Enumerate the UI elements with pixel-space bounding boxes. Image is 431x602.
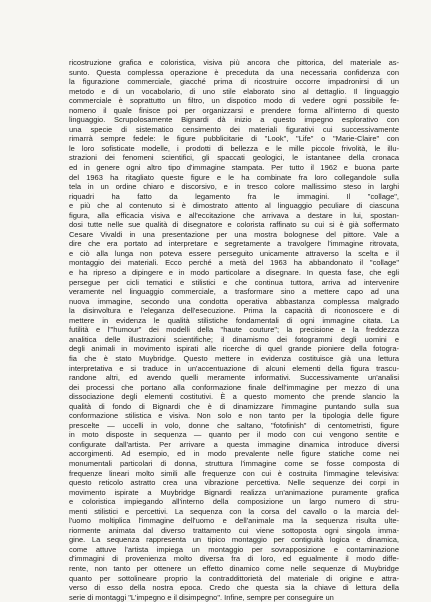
text-line: serie di montaggi "L'impegno e il disimpegno". Infine, sempre per conseguire un [69, 592, 334, 602]
text-line: veramente nel linguaggio commerciale, a trasformare sino a mettere capo ad una [69, 287, 399, 297]
text-line: e coloristica impiegando all'interno della composizione un largo numero di stru- [69, 497, 399, 507]
text-line: quanto per sottolineare proprio la contraddittorietà del materiale di origine e attra- [69, 573, 399, 583]
text-line: del 1963 ha ritagliato queste figure e le ha combinate fra loro collegandole sulla [69, 172, 399, 182]
text-line: randone altri, ed avendo quelli meramente informativi. Successivamente un'analisi [69, 373, 399, 383]
text-line: riquadri ha fatto da legamento fra le immagini. Il "collage", [69, 191, 399, 201]
text-line: Cesare Vivaldi in una presentazione per una mostra bolognese del pittore. Vale a [69, 229, 399, 239]
text-line: tela in un ordine chiaro e discorsivo, e in tresco colore mallissimo steso in larghi [69, 182, 399, 192]
text-line: dire che era portato ad interpretare e segretamente a travolgere l'immagine ritrovata, [69, 239, 399, 249]
text-line: frequenze lineari molto simili alle frequenze con cui è costruita l'immagine televisiva: [69, 468, 399, 478]
text-line: una specie di sistematico censimento dei materiali figurativi cui successivamente [69, 124, 399, 134]
text-line: la disinvoltura e l'eleganza dell'esecuzione. Prima la capacità di riconoscere e di [69, 306, 399, 316]
text-line: e ha ripreso a dipingere e in modo particolare a disegnare. In questa fase, che egli [69, 268, 399, 278]
text-line: movimento ispirate a Muybridge Bignardi realizza un'animazione puramente grafica [69, 487, 399, 497]
text-line: prescelte — uccelli in volo, donne che saltano, "fotofinish" di centometristi, figure [69, 420, 399, 430]
text-line: futilità e l'"humour" dei modelli della "haute couture"; la precisione e la freddezza [69, 325, 399, 335]
text-line: strazioni dei fenomeni scientifici, gli spaccati geologici, le istantanee della cronaca [69, 153, 399, 163]
text-line: qualità di fondo di Bignardi che è di dinamizzare l'immagine puntando sulla sua [69, 401, 399, 411]
text-line: e più che al contenuto si è dimostrato attento al linguaggio peculiare di ciascuna [69, 201, 399, 211]
text-line: in moto disposte in sequenza — quanto per il modo con cui vengono sentite e [69, 430, 399, 440]
text-line: nuova immagine, secondo una condotta operativa abbastanza complessa malgrado [69, 296, 399, 306]
text-line: menti stilistici e percettivi. La sequenza con la corsa del cavallo o la marcia del- [69, 506, 399, 516]
text-line: riormente animata dal diverso trattamento cui viene sottoposta ogni singola imma- [69, 525, 399, 535]
text-line: monumentali particolari di donna, struttura l'immagine come se fosse composta di [69, 458, 399, 468]
text-line: fia che è stato Muybridge. Questo mettere in evidenza costituisce già una lettura [69, 353, 399, 363]
text-line: ricostruzione grafica e coloristica, visiva più ancora che pittorica, del materiale as- [69, 58, 399, 67]
text-line: d'immagini di provenienza molto diversa fra di loro, ed egualmente il modo diffe- [69, 554, 399, 564]
text-line: conformazione stilistica e visiva. Non solo e non tanto per la tipologia delle figure [69, 411, 399, 421]
text-line: la figurazione commerciale, giacché prima di ricostruire occorre impadronirsi di un [69, 77, 399, 87]
body-text [69, 58, 399, 602]
text-line: questo reticolo astratto crea una vibrazione percettiva. Nelle sequenze dei corpi in [69, 478, 399, 488]
text-line: dei processi che portano alla conformazione finale dell'immagine per mezzo di una [69, 382, 399, 392]
text-line: verso di esso della nostra epoca. Credo che questa sia la chiave di lettura della [69, 583, 399, 593]
text-line: dissociazione degli elementi costitutivi. È a questo momento che prende slancio la [69, 392, 399, 402]
text-line: metodo e di un vocabolario, di uno stile elaborato sino al dettaglio. Il linguaggio [69, 86, 399, 96]
text-line: nomeno il quale finisce poi per organizzarsi e prendere forma all'interno di questo [69, 105, 399, 115]
text-line: ed in genere ogni altro tipo d'immagine stampata. Per tutto il 1962 e buona parte [69, 163, 399, 173]
text-line: come attuve l'artista impiega un montaggio per sovrapposizione e contaminazione [69, 544, 399, 554]
text-line: rimarrà sempre fedele: le figure pubblicitarie di "Look", "Life" o "Marie-Claire" con [69, 134, 399, 144]
text-line: mettere in evidenza le qualità stilistiche fondamentali di ogni immagine citata. La [69, 315, 399, 325]
text-line: dosi tutte nelle sue qualità di disegnatore e colorista raffinato su cui si è già soffermato [69, 220, 399, 230]
text-line: gine. La sequenza rappresenta un tipico montaggio per contiguità logica e dinamica, [69, 535, 399, 545]
text-line: analitica delle illustrazioni scientifiche; il dinamismo dei fotogrammi degli uomini e [69, 334, 399, 344]
text-line: rente, non tanto per ottenere un effetto dinamico come nelle sequenze di Muybridge [69, 563, 399, 573]
text-line: degli animali in movimento ispirati alle ricerche di quel grande pioniere della fotogra- [69, 344, 399, 354]
text-line: linguaggio. Scrupolosamente Bignardi dà inizio a questo impegno esplorativo con [69, 115, 399, 125]
text-line: commerciale è soprattutto un filtro, un dispotico modo di vedere ogni possibile fe- [69, 96, 399, 106]
text-line: montaggio dei materiali. Ecco perché a metà del 1963 ha abbandonato il "collage" [69, 258, 399, 268]
text-line: persegue per cicli tematici e stilistici e che continua tuttora, arriva ad intervenire [69, 277, 399, 287]
text-line: sunto. Questa complessa operazione è preceduta da una necessaria confidenza con [69, 67, 399, 77]
text-line: le loro sofisticate modelle, i prodotti di bellezza e le mille piccole frivolità, le illu- [69, 143, 399, 153]
text-line: configurate dall'artista. Per arrivare a questa immagine dinamica introduce diversi [69, 439, 399, 449]
text-line: e ciò alla lunga non poteva essere perseguito unicamente attraverso la scelta e il [69, 248, 399, 258]
text-line: l'uomo moltiplica l'immagine dell'uomo e dell'animale ma la sequenza risulta ulte- [69, 516, 399, 526]
text-line: figura, alla efficacia visiva e all'eccitazione che arrivava a destare in lui, spostan- [69, 210, 399, 220]
text-line: accorgimenti. Ad esempio, ed in modo prevalente nelle figure statiche come nei [69, 449, 399, 459]
text-line: interpretativa e si traduce in un'accentuazione di alcuni elementi della figura trascu- [69, 363, 399, 373]
